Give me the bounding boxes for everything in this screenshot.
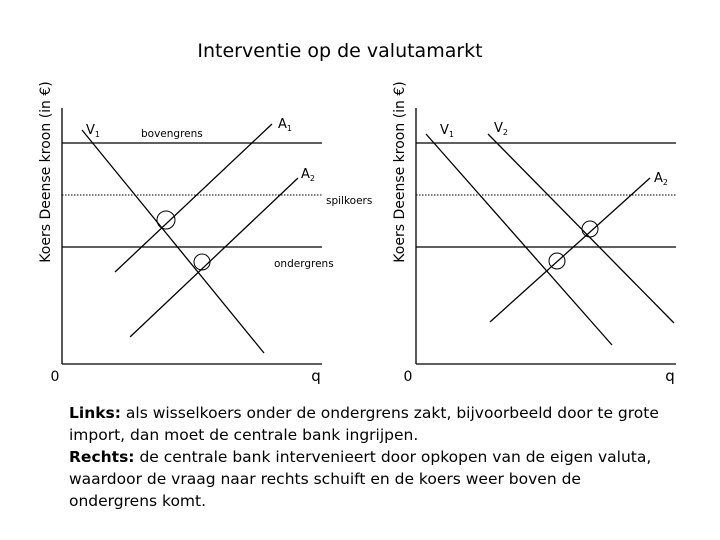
- left-a2-label: $A_2$: [301, 167, 315, 183]
- right-q-label: q: [665, 367, 675, 385]
- left-y-axis-label: Koers Deense kroon (in €): [38, 81, 54, 263]
- right-equilibrium-circle-upper: [582, 221, 598, 237]
- lower-limit-label: ondergrens: [274, 258, 334, 270]
- caption-paragraph-right: [69, 446, 669, 512]
- right-v1-label: $V_1$: [440, 123, 454, 139]
- right-a2-label: $A_2$: [654, 171, 668, 187]
- left-v1-label: $V_1$: [86, 123, 100, 139]
- left-supply-curve-v1: [82, 130, 264, 353]
- left-demand-curve-a2: [130, 178, 298, 337]
- caption-paragraph-left: [69, 402, 669, 446]
- caption-left-text: als wisselkoers onder de ondergrens zakt, bijvoorbeeld door te grote import, dan moet de centrale bank ingrijpen.: [69, 404, 659, 444]
- caption-right-text: de centrale bank intervenieert door opkopen van de eigen valuta, waardoor de vraag naar rechts schuift en de koers weer boven de ondergrens komt.: [69, 448, 652, 510]
- left-q-label: q: [311, 367, 321, 385]
- caption: [69, 402, 669, 512]
- caption-left-heading: Links:: [69, 404, 121, 422]
- right-v2-label: $V_2$: [494, 121, 508, 137]
- right-demand-curve-a2: [490, 178, 650, 322]
- right-supply-curve-v2: [488, 134, 674, 323]
- right-y-axis-label: Koers Deense kroon (in €): [392, 81, 408, 263]
- left-equilibrium-circle-lower: [194, 254, 210, 270]
- caption-right-heading: Rechts:: [69, 448, 135, 466]
- left-equilibrium-circle-central: [157, 211, 175, 229]
- left-demand-curve-a1: [115, 124, 272, 272]
- left-origin-label: 0: [50, 369, 60, 385]
- upper-limit-label: bovengrens: [141, 128, 203, 140]
- slide-title: Interventie op de valutamarkt: [197, 40, 483, 62]
- central-rate-label: spilkoers: [326, 195, 373, 207]
- right-origin-label: 0: [403, 369, 413, 385]
- left-a1-label: $A_1$: [278, 117, 292, 133]
- right-graph: [392, 81, 676, 385]
- left-graph: [38, 81, 372, 385]
